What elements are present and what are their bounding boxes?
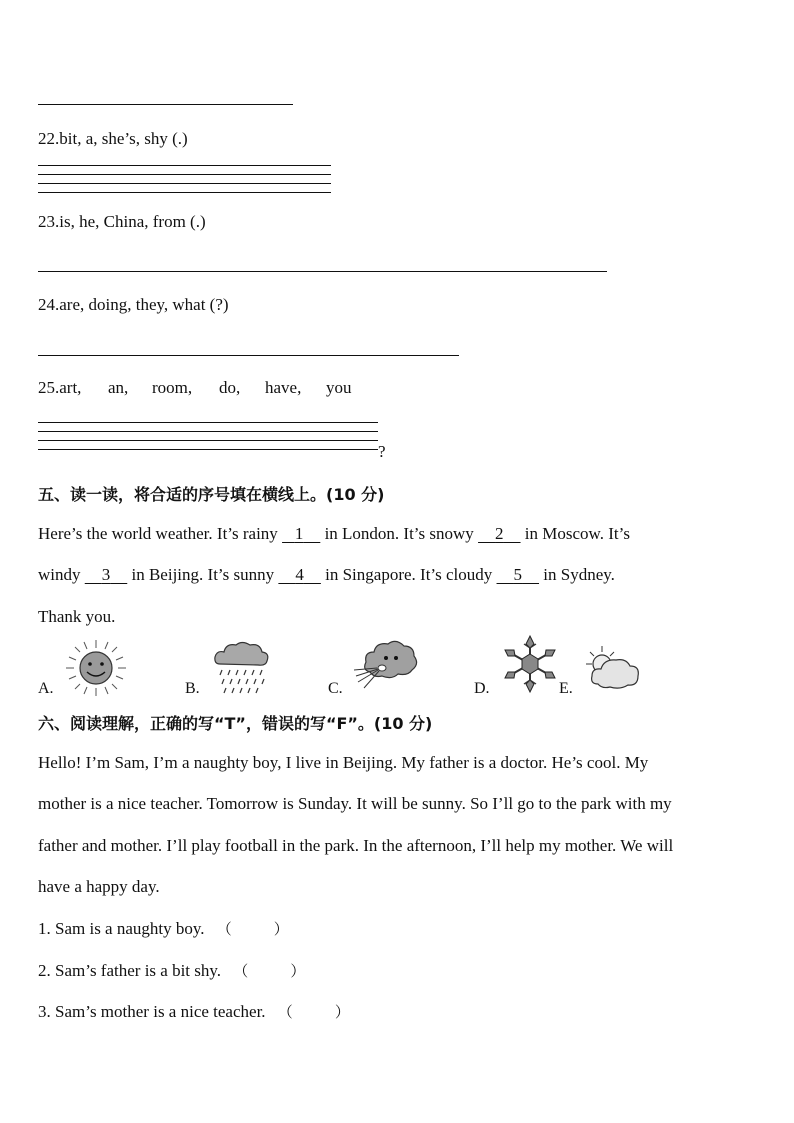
answer-line[interactable]	[38, 449, 378, 450]
question-words: are, doing, they, what (?)	[59, 295, 229, 314]
wind-cloud-icon	[352, 636, 422, 692]
statement-1	[38, 919, 289, 939]
statement-2	[38, 961, 305, 981]
question-22	[38, 129, 188, 149]
answer-line[interactable]	[38, 183, 331, 184]
option-a-label: A.	[38, 680, 54, 697]
section-6-title: 六、阅读理解，正确的写“T”，错误的写“F”。(10 分)	[38, 714, 433, 733]
question-word: room,	[152, 378, 193, 397]
answer-line[interactable]	[38, 104, 293, 105]
passage-line: have a happy day.	[38, 877, 160, 896]
answer-line[interactable]	[38, 440, 378, 441]
option-c-label: C.	[328, 680, 343, 697]
option-b-label: B.	[185, 680, 200, 697]
answer-line[interactable]	[38, 165, 331, 166]
section-5-line-3: Thank you.	[38, 607, 116, 626]
passage-line: Hello! I’m Sam, I’m a naughty boy, I live in Beijing. My father is a doctor. He’s cool. My	[38, 753, 649, 772]
question-word: an,	[108, 378, 129, 397]
section-5-line-1: Here’s the world weather. It’s rainy 1 in London. It’s snowy 2 in Moscow. It’s	[38, 524, 630, 543]
answer-line[interactable]	[38, 271, 607, 272]
answer-bracket[interactable]: （ ）	[277, 1003, 350, 1021]
answer-line[interactable]	[38, 192, 331, 193]
blank-2[interactable]: 2	[495, 524, 504, 543]
question-word: you	[326, 378, 352, 397]
question-end-mark: ?	[378, 442, 386, 461]
blank-3[interactable]: 3	[101, 565, 111, 584]
question-number: 22.	[38, 129, 60, 148]
question-words: bit, a, she’s, shy (.)	[59, 129, 188, 148]
question-number: 23.	[38, 212, 60, 231]
answer-bracket[interactable]: （ ）	[216, 920, 289, 938]
blank-5[interactable]: 5	[513, 565, 523, 584]
question-words: is, he, China, from (.)	[59, 212, 206, 231]
blank-1[interactable]: 1	[294, 524, 304, 543]
statement-text: 2. Sam’s father is a bit shy.	[38, 961, 222, 980]
answer-line[interactable]	[38, 431, 378, 432]
question-25	[38, 378, 352, 398]
question-word: have,	[265, 378, 302, 397]
question-word: art,	[59, 378, 82, 397]
option-d-label: D.	[474, 680, 490, 697]
question-word: do,	[219, 378, 241, 397]
question-24	[38, 295, 229, 315]
option-e-label: E.	[559, 680, 573, 697]
passage-line: father and mother. I’ll play football in the park. In the afternoon, I’ll help my mother. We will	[38, 836, 674, 855]
blank-4[interactable]: 4	[295, 565, 304, 584]
answer-bracket[interactable]: （ ）	[233, 962, 306, 980]
rain-cloud-icon	[210, 640, 272, 698]
snowflake-icon	[500, 634, 560, 694]
statement-3	[38, 1002, 350, 1022]
question-number: 24.	[38, 295, 60, 314]
statement-text: 3. Sam’s mother is a nice teacher.	[38, 1002, 266, 1021]
section-5-line-2: windy 3 in Beijing. It’s sunny 4 in Singapore. It’s cloudy 5 in Sydney.	[38, 565, 615, 584]
question-number: 25.	[38, 378, 60, 397]
answer-line[interactable]	[38, 355, 459, 356]
statement-text: 1. Sam is a naughty boy.	[38, 919, 205, 938]
passage-line: mother is a nice teacher. Tomorrow is Sunday. It will be sunny. So I’ll go to the park with my	[38, 794, 672, 813]
question-23	[38, 212, 206, 232]
answer-line[interactable]	[38, 422, 378, 423]
section-5-title: 五、读一读，将合适的序号填在横线上。(10 分)	[38, 485, 385, 504]
sun-behind-cloud-icon	[584, 644, 642, 694]
sun-icon	[62, 638, 130, 698]
answer-line[interactable]	[38, 174, 331, 175]
